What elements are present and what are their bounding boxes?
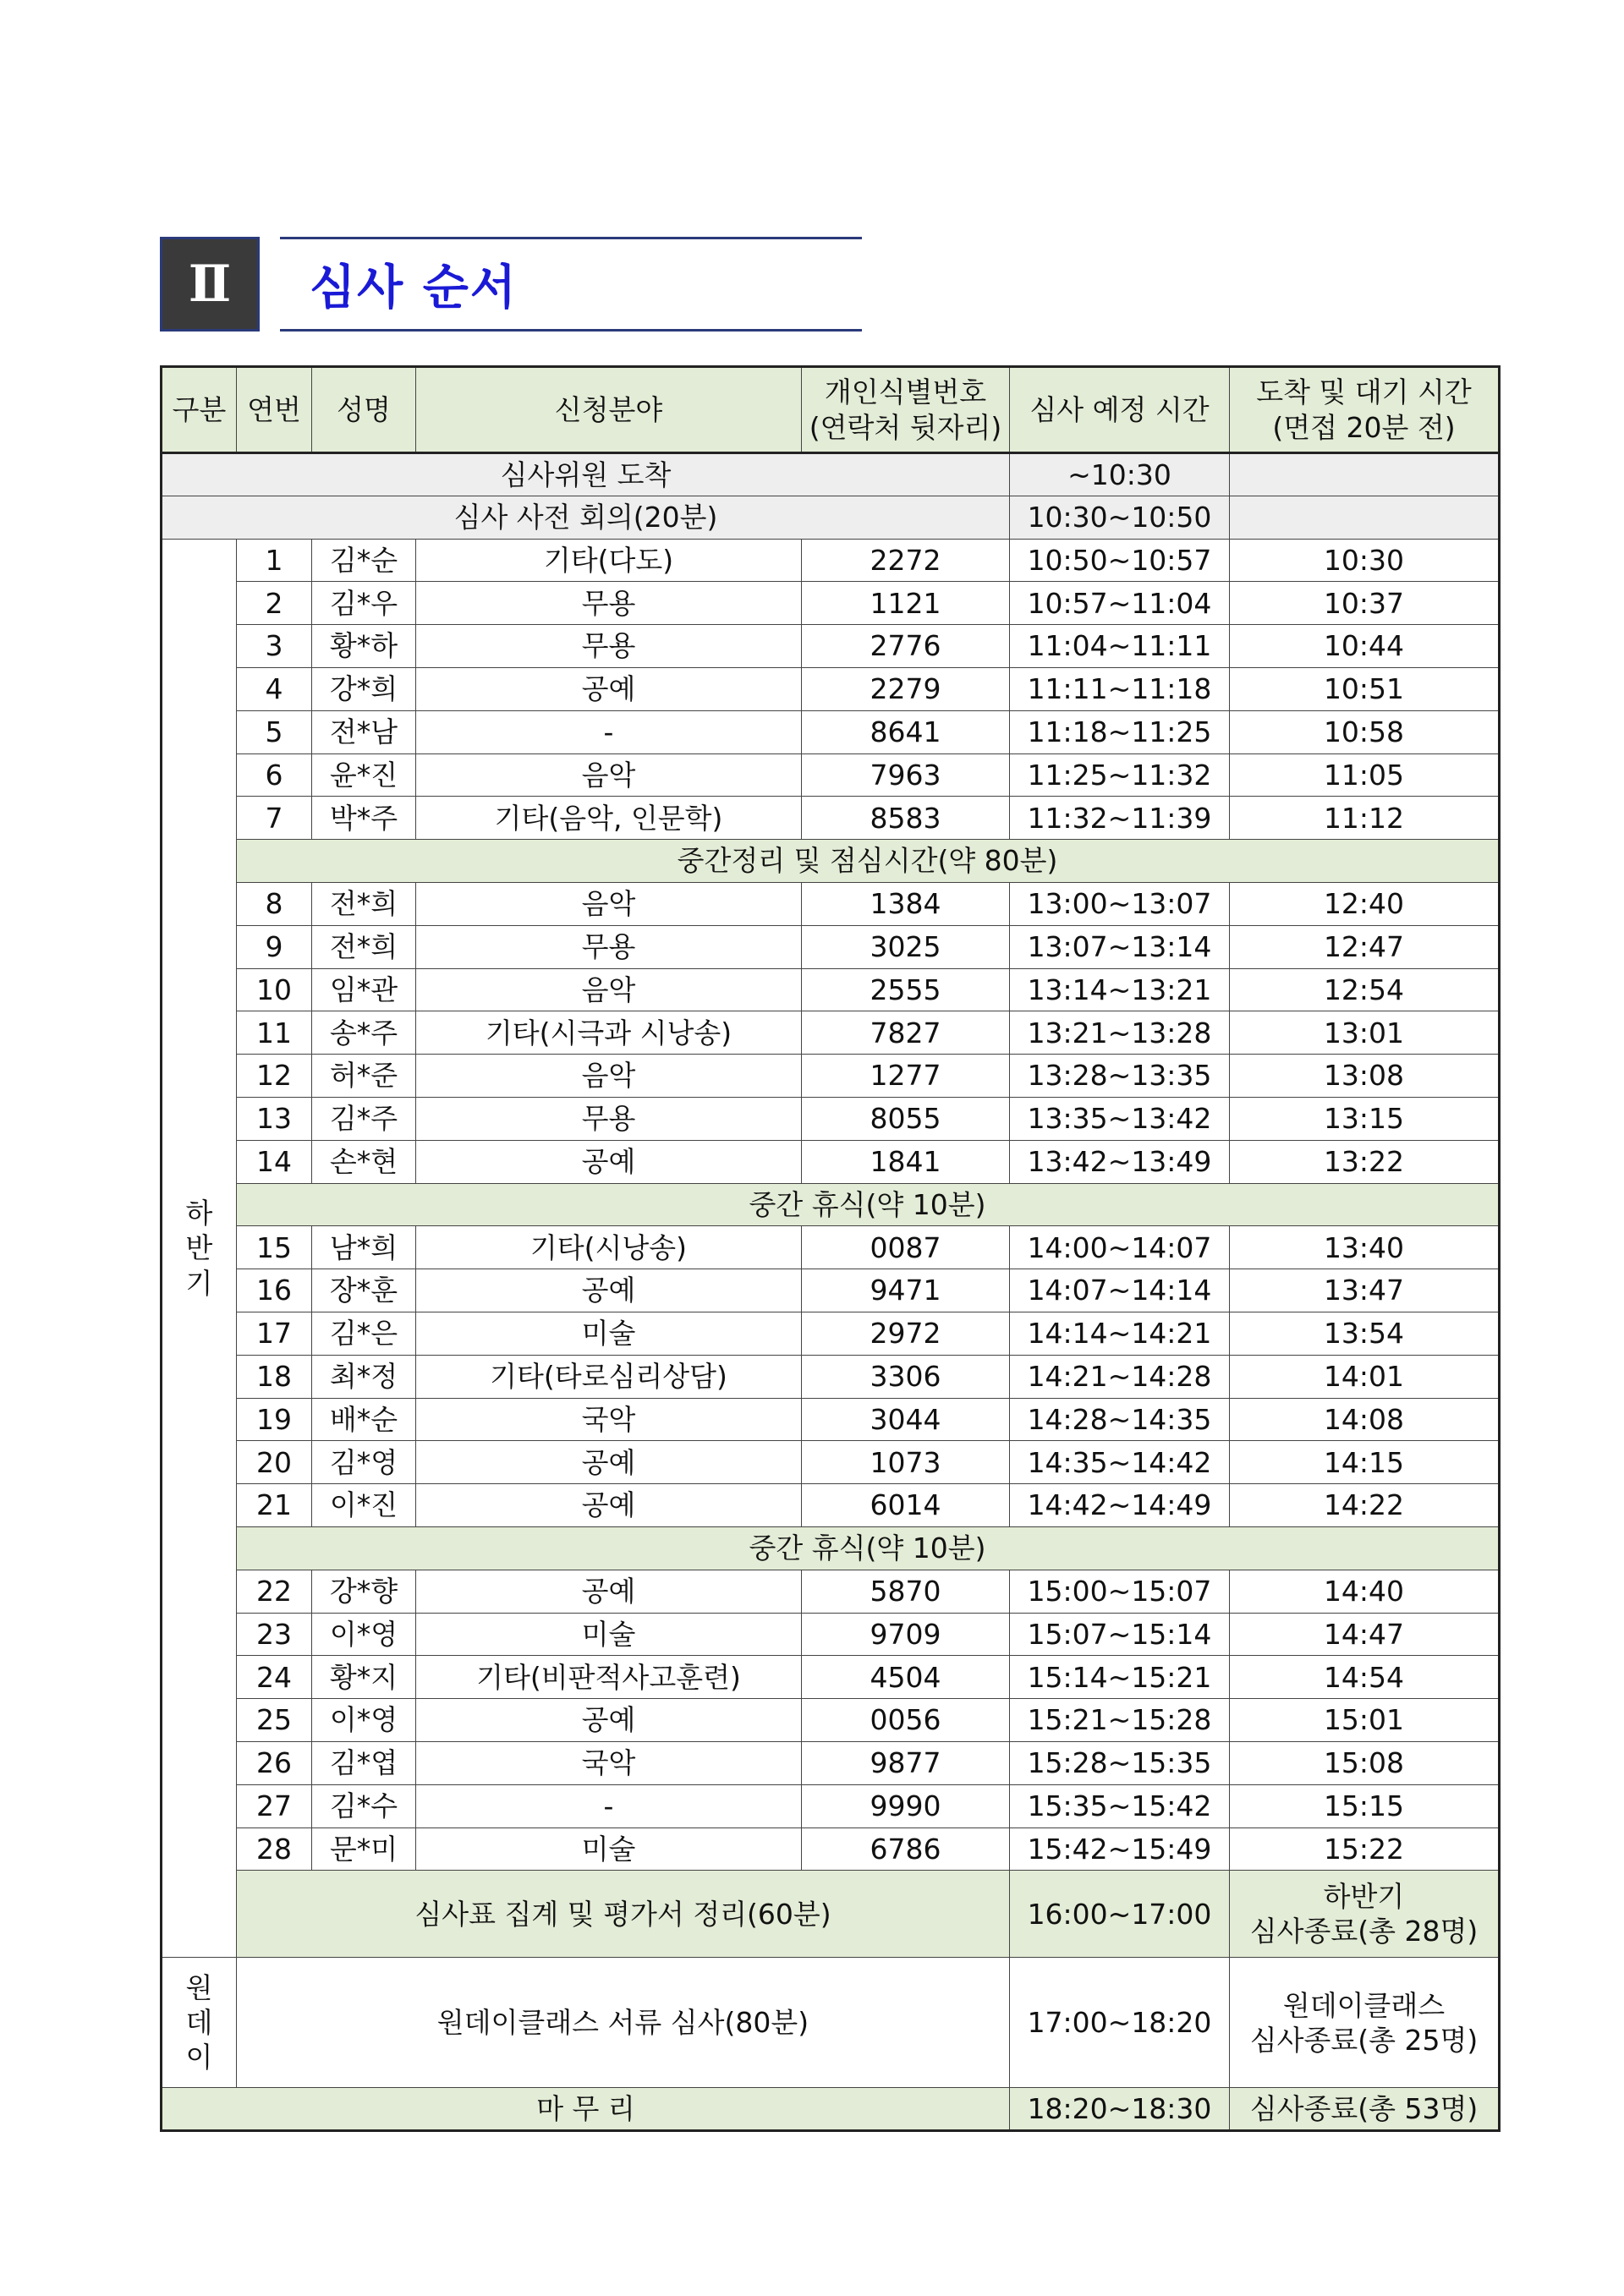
table-row — [162, 797, 1500, 840]
cell-field: 무용 — [416, 1097, 802, 1140]
cell-field: 공예 — [416, 1441, 802, 1484]
pre-row-arrive — [1230, 453, 1500, 496]
table-row — [162, 1784, 1500, 1827]
cell-name: 이*영 — [312, 1613, 416, 1656]
cell-no: 13 — [237, 1097, 312, 1140]
header-arrive-line1: 도착 및 대기 시간 — [1256, 375, 1472, 409]
cell-field: 무용 — [416, 625, 802, 668]
cell-field: 기타(시낭송) — [416, 1226, 802, 1269]
cell-id: 2555 — [802, 968, 1010, 1011]
cell-arrive: 13:15 — [1230, 1097, 1500, 1140]
cell-time: 14:28~14:35 — [1010, 1398, 1230, 1441]
oneday-note-line1: 원데이클래스 — [1282, 1988, 1446, 2022]
summary-label: 심사표 집계 및 평가서 정리(60분) — [237, 1871, 1010, 1958]
table-row — [162, 1312, 1500, 1355]
cell-name: 장*훈 — [312, 1269, 416, 1312]
cell-arrive: 14:40 — [1230, 1570, 1500, 1613]
table-row — [162, 1055, 1500, 1098]
cell-arrive: 13:40 — [1230, 1226, 1500, 1269]
cell-name: 김*수 — [312, 1784, 416, 1827]
summary-time: 16:00~17:00 — [1010, 1871, 1230, 1958]
cell-no: 21 — [237, 1484, 312, 1527]
cell-name: 김*엽 — [312, 1741, 416, 1784]
cell-name: 김*순 — [312, 539, 416, 582]
cell-field: 기타(음악, 인문학) — [416, 797, 802, 840]
category-char: 데 — [185, 2006, 213, 2040]
oneday-note — [1230, 1958, 1500, 2088]
cell-arrive: 10:44 — [1230, 625, 1500, 668]
cell-arrive: 15:01 — [1230, 1699, 1500, 1742]
cell-no: 20 — [237, 1441, 312, 1484]
cell-field: - — [416, 710, 802, 753]
header-arrive-line2: (면접 20분 전) — [1272, 410, 1456, 444]
cell-name: 최*정 — [312, 1355, 416, 1398]
header-name: 성명 — [312, 367, 416, 453]
table-row — [162, 1613, 1500, 1656]
table-row — [162, 625, 1500, 668]
table-row — [162, 1226, 1500, 1269]
cell-time: 13:07~13:14 — [1010, 925, 1230, 968]
cell-id: 1841 — [802, 1140, 1010, 1183]
cell-arrive: 15:22 — [1230, 1827, 1500, 1871]
table-row — [162, 539, 1500, 582]
table-row — [162, 1269, 1500, 1312]
cell-id: 1121 — [802, 582, 1010, 625]
cell-time: 14:35~14:42 — [1010, 1441, 1230, 1484]
cell-no: 11 — [237, 1011, 312, 1055]
cell-name: 이*영 — [312, 1699, 416, 1742]
cell-arrive: 13:01 — [1230, 1011, 1500, 1055]
cell-id: 3025 — [802, 925, 1010, 968]
cell-no: 2 — [237, 582, 312, 625]
section-heading — [160, 237, 862, 332]
cell-id: 0056 — [802, 1699, 1010, 1742]
pre-row — [162, 496, 1500, 539]
cell-name: 황*하 — [312, 625, 416, 668]
cell-time: 15:28~15:35 — [1010, 1741, 1230, 1784]
cell-field: - — [416, 1784, 802, 1827]
category-char: 하 — [185, 1197, 213, 1230]
cell-time: 14:14~14:21 — [1010, 1312, 1230, 1355]
cell-no: 25 — [237, 1699, 312, 1742]
oneday-label: 원데이클래스 서류 심사(80분) — [237, 1958, 1010, 2088]
table-row — [162, 1097, 1500, 1140]
summary-note-line2: 심사종료(총 28명) — [1249, 1915, 1479, 1948]
cell-arrive: 15:08 — [1230, 1741, 1500, 1784]
section-title: 심사 순서 — [310, 260, 518, 315]
cell-id: 8055 — [802, 1097, 1010, 1140]
cell-no: 19 — [237, 1398, 312, 1441]
break-row — [162, 1183, 1500, 1226]
pre-row-label: 심사위원 도착 — [162, 453, 1010, 496]
category-char: 반 — [185, 1231, 213, 1265]
cell-name: 강*희 — [312, 667, 416, 710]
cell-field: 국악 — [416, 1398, 802, 1441]
cell-no: 15 — [237, 1226, 312, 1269]
cell-arrive: 12:47 — [1230, 925, 1500, 968]
cell-name: 손*현 — [312, 1140, 416, 1183]
table-row — [162, 582, 1500, 625]
cell-time: 10:50~10:57 — [1010, 539, 1230, 582]
cell-name: 전*희 — [312, 925, 416, 968]
cell-id: 7963 — [802, 753, 1010, 797]
table-row — [162, 753, 1500, 797]
cell-name: 임*관 — [312, 968, 416, 1011]
cell-field: 미술 — [416, 1827, 802, 1871]
cell-no: 6 — [237, 753, 312, 797]
cell-time: 13:14~13:21 — [1010, 968, 1230, 1011]
cell-field: 공예 — [416, 667, 802, 710]
cell-no: 27 — [237, 1784, 312, 1827]
cell-id: 9990 — [802, 1784, 1010, 1827]
cell-id: 2272 — [802, 539, 1010, 582]
closing-label: 마 무 리 — [162, 2088, 1010, 2131]
table-row — [162, 882, 1500, 925]
cell-id: 9709 — [802, 1613, 1010, 1656]
closing-time: 18:20~18:30 — [1010, 2088, 1230, 2131]
cell-no: 26 — [237, 1741, 312, 1784]
cell-time: 15:07~15:14 — [1010, 1613, 1230, 1656]
closing-row — [162, 2088, 1500, 2131]
cell-name: 박*주 — [312, 797, 416, 840]
cell-name: 김*우 — [312, 582, 416, 625]
break-label: 중간정리 및 점심시간(약 80분) — [237, 840, 1500, 883]
cell-arrive: 13:54 — [1230, 1312, 1500, 1355]
table-row — [162, 710, 1500, 753]
break-label: 중간 휴식(약 10분) — [237, 1183, 1500, 1226]
cell-id: 2776 — [802, 625, 1010, 668]
cell-field: 공예 — [416, 1699, 802, 1742]
cell-field: 음악 — [416, 968, 802, 1011]
cell-name: 김*은 — [312, 1312, 416, 1355]
cell-time: 14:21~14:28 — [1010, 1355, 1230, 1398]
cell-id: 2279 — [802, 667, 1010, 710]
cell-no: 14 — [237, 1140, 312, 1183]
table-row — [162, 1140, 1500, 1183]
cell-field: 무용 — [416, 582, 802, 625]
cell-id: 1384 — [802, 882, 1010, 925]
cell-time: 15:00~15:07 — [1010, 1570, 1230, 1613]
table-row — [162, 1699, 1500, 1742]
cell-arrive: 14:08 — [1230, 1398, 1500, 1441]
cell-id: 5870 — [802, 1570, 1010, 1613]
cell-field: 공예 — [416, 1140, 802, 1183]
cell-field: 기타(타로심리상담) — [416, 1355, 802, 1398]
cell-no: 12 — [237, 1055, 312, 1098]
table-row — [162, 1011, 1500, 1055]
cell-id: 1073 — [802, 1441, 1010, 1484]
table-row — [162, 1398, 1500, 1441]
cell-name: 김*영 — [312, 1441, 416, 1484]
header-field: 신청분야 — [416, 367, 802, 453]
cell-field: 미술 — [416, 1312, 802, 1355]
header-arrive — [1230, 367, 1500, 453]
closing-note: 심사종료(총 53명) — [1230, 2088, 1500, 2131]
cell-time: 14:00~14:07 — [1010, 1226, 1230, 1269]
cell-field: 미술 — [416, 1613, 802, 1656]
cell-no: 9 — [237, 925, 312, 968]
header-category: 구분 — [162, 367, 237, 453]
cell-id: 4504 — [802, 1656, 1010, 1699]
cell-id: 1277 — [802, 1055, 1010, 1098]
cell-name: 문*미 — [312, 1827, 416, 1871]
cell-name: 배*순 — [312, 1398, 416, 1441]
cell-time: 13:42~13:49 — [1010, 1140, 1230, 1183]
cell-id: 0087 — [802, 1226, 1010, 1269]
section-number-badge: Ⅱ — [160, 237, 260, 332]
table-row — [162, 667, 1500, 710]
cell-no: 7 — [237, 797, 312, 840]
cell-name: 김*주 — [312, 1097, 416, 1140]
cell-no: 8 — [237, 882, 312, 925]
cell-time: 10:57~11:04 — [1010, 582, 1230, 625]
cell-time: 13:21~13:28 — [1010, 1011, 1230, 1055]
header-id-line2: (연락처 뒷자리) — [809, 410, 1002, 444]
cell-no: 28 — [237, 1827, 312, 1871]
header-row — [162, 367, 1500, 453]
pre-row-time: ~10:30 — [1010, 453, 1230, 496]
cell-arrive: 15:15 — [1230, 1784, 1500, 1827]
cell-name: 강*향 — [312, 1570, 416, 1613]
cell-arrive: 10:58 — [1230, 710, 1500, 753]
cell-time: 13:28~13:35 — [1010, 1055, 1230, 1098]
category-h2 — [162, 539, 237, 1958]
summary-note-line1: 하반기 — [1323, 1880, 1405, 1914]
cell-id: 7827 — [802, 1011, 1010, 1055]
table-row — [162, 1441, 1500, 1484]
pre-row-label: 심사 사전 회의(20분) — [162, 496, 1010, 539]
cell-arrive: 10:37 — [1230, 582, 1500, 625]
category-char: 이 — [185, 2041, 213, 2074]
cell-arrive: 10:30 — [1230, 539, 1500, 582]
pre-row-time: 10:30~10:50 — [1010, 496, 1230, 539]
schedule-table — [160, 365, 1501, 2132]
oneday-time: 17:00~18:20 — [1010, 1958, 1230, 2088]
cell-field: 음악 — [416, 882, 802, 925]
cell-time: 15:21~15:28 — [1010, 1699, 1230, 1742]
cell-id: 6786 — [802, 1827, 1010, 1871]
cell-no: 10 — [237, 968, 312, 1011]
cell-field: 무용 — [416, 925, 802, 968]
cell-time: 15:42~15:49 — [1010, 1827, 1230, 1871]
section-title-box — [280, 237, 862, 332]
cell-no: 18 — [237, 1355, 312, 1398]
header-serial: 연번 — [237, 367, 312, 453]
table-row — [162, 1656, 1500, 1699]
cell-arrive: 11:05 — [1230, 753, 1500, 797]
cell-arrive: 14:22 — [1230, 1484, 1500, 1527]
cell-field: 기타(비판적사고훈련) — [416, 1656, 802, 1699]
cell-no: 17 — [237, 1312, 312, 1355]
oneday-note-line2: 심사종료(총 25명) — [1249, 2023, 1479, 2057]
cell-id: 6014 — [802, 1484, 1010, 1527]
category-oneday — [162, 1958, 237, 2088]
header-time: 심사 예정 시간 — [1010, 367, 1230, 453]
cell-time: 15:35~15:42 — [1010, 1784, 1230, 1827]
summary-note — [1230, 1871, 1500, 1958]
cell-id: 8583 — [802, 797, 1010, 840]
pre-row — [162, 453, 1500, 496]
cell-no: 24 — [237, 1656, 312, 1699]
cell-no: 22 — [237, 1570, 312, 1613]
cell-arrive: 12:54 — [1230, 968, 1500, 1011]
cell-time: 13:00~13:07 — [1010, 882, 1230, 925]
cell-id: 8641 — [802, 710, 1010, 753]
cell-arrive: 12:40 — [1230, 882, 1500, 925]
cell-no: 4 — [237, 667, 312, 710]
cell-arrive: 14:47 — [1230, 1613, 1500, 1656]
cell-no: 3 — [237, 625, 312, 668]
table-row — [162, 1741, 1500, 1784]
cell-id: 2972 — [802, 1312, 1010, 1355]
cell-field: 음악 — [416, 753, 802, 797]
cell-time: 11:32~11:39 — [1010, 797, 1230, 840]
header-id-line1: 개인식별번호 — [824, 375, 987, 409]
summary-row — [162, 1871, 1500, 1958]
cell-no: 5 — [237, 710, 312, 753]
header-id — [802, 367, 1010, 453]
cell-field: 공예 — [416, 1269, 802, 1312]
cell-id: 3044 — [802, 1398, 1010, 1441]
cell-id: 9877 — [802, 1741, 1010, 1784]
cell-time: 11:18~11:25 — [1010, 710, 1230, 753]
pre-row-arrive — [1230, 496, 1500, 539]
table-row — [162, 1827, 1500, 1871]
cell-arrive: 10:51 — [1230, 667, 1500, 710]
category-char: 기 — [185, 1266, 213, 1300]
cell-time: 11:25~11:32 — [1010, 753, 1230, 797]
cell-time: 14:07~14:14 — [1010, 1269, 1230, 1312]
cell-arrive: 13:22 — [1230, 1140, 1500, 1183]
cell-arrive: 13:47 — [1230, 1269, 1500, 1312]
cell-arrive: 11:12 — [1230, 797, 1500, 840]
table-row — [162, 968, 1500, 1011]
cell-time: 14:42~14:49 — [1010, 1484, 1230, 1527]
cell-id: 9471 — [802, 1269, 1010, 1312]
cell-id: 3306 — [802, 1355, 1010, 1398]
cell-field: 음악 — [416, 1055, 802, 1098]
cell-name: 허*준 — [312, 1055, 416, 1098]
cell-name: 전*남 — [312, 710, 416, 753]
break-row — [162, 1526, 1500, 1570]
cell-field: 공예 — [416, 1484, 802, 1527]
cell-arrive: 14:01 — [1230, 1355, 1500, 1398]
cell-no: 1 — [237, 539, 312, 582]
cell-name: 윤*진 — [312, 753, 416, 797]
cell-arrive: 14:15 — [1230, 1441, 1500, 1484]
table-row — [162, 1570, 1500, 1613]
cell-no: 23 — [237, 1613, 312, 1656]
cell-time: 15:14~15:21 — [1010, 1656, 1230, 1699]
break-label: 중간 휴식(약 10분) — [237, 1526, 1500, 1570]
cell-field: 공예 — [416, 1570, 802, 1613]
cell-name: 송*주 — [312, 1011, 416, 1055]
cell-field: 국악 — [416, 1741, 802, 1784]
cell-name: 이*진 — [312, 1484, 416, 1527]
cell-name: 전*희 — [312, 882, 416, 925]
break-row — [162, 840, 1500, 883]
category-char: 원 — [185, 1970, 213, 2004]
cell-name: 남*희 — [312, 1226, 416, 1269]
table-row — [162, 1484, 1500, 1527]
cell-field: 기타(시극과 시낭송) — [416, 1011, 802, 1055]
table-row — [162, 1355, 1500, 1398]
cell-arrive: 13:08 — [1230, 1055, 1500, 1098]
cell-time: 13:35~13:42 — [1010, 1097, 1230, 1140]
cell-no: 16 — [237, 1269, 312, 1312]
cell-name: 황*지 — [312, 1656, 416, 1699]
oneday-row — [162, 1958, 1500, 2088]
table-row — [162, 925, 1500, 968]
cell-time: 11:11~11:18 — [1010, 667, 1230, 710]
cell-field: 기타(다도) — [416, 539, 802, 582]
schedule-body — [162, 367, 1500, 2131]
cell-time: 11:04~11:11 — [1010, 625, 1230, 668]
cell-arrive: 14:54 — [1230, 1656, 1500, 1699]
